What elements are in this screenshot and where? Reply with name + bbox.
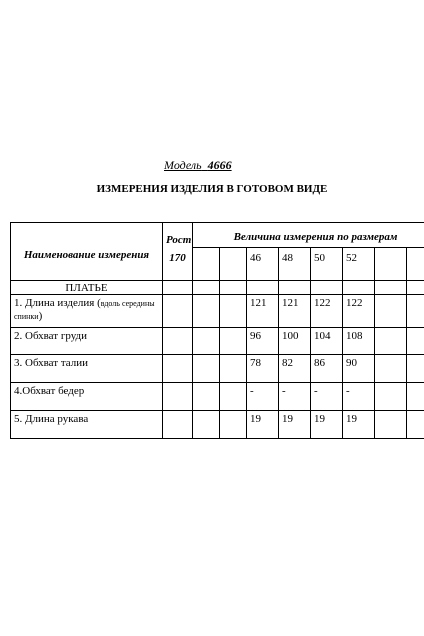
empty-cell xyxy=(220,328,247,355)
header-height-value: 170 xyxy=(169,252,186,264)
empty-cell xyxy=(407,295,424,328)
value-cell: 19 xyxy=(343,411,375,439)
empty-cell xyxy=(220,383,247,411)
header-height-cell xyxy=(163,223,193,281)
value-cell: - xyxy=(343,383,375,411)
empty-cell xyxy=(163,411,193,439)
value-cell: 121 xyxy=(247,295,279,328)
measurements-table xyxy=(10,222,424,439)
empty-cell xyxy=(375,355,407,383)
empty-cell xyxy=(163,383,193,411)
row-label: 3. Обхват талии xyxy=(11,355,163,383)
row-label-tail: ) xyxy=(38,310,43,322)
row-label-text: 1. Длина изделия ( xyxy=(14,297,101,309)
header-sizes-cell: Величина измерения по размерам xyxy=(193,223,424,248)
empty-cell xyxy=(193,295,220,328)
empty-cell xyxy=(220,411,247,439)
empty-cell xyxy=(343,281,375,295)
empty-cell xyxy=(220,281,247,295)
value-cell: 90 xyxy=(343,355,375,383)
model-label: Модель xyxy=(164,158,202,172)
header-name-cell: Наименование измерения xyxy=(11,223,163,281)
document-heading: ИЗМЕРЕНИЯ ИЗДЕЛИЯ В ГОТОВОМ ВИДЕ xyxy=(96,183,328,195)
model-number: 4666 xyxy=(207,158,232,172)
table-header-row xyxy=(11,223,424,248)
empty-cell xyxy=(407,328,424,355)
value-cell: 19 xyxy=(311,411,343,439)
value-cell: 122 xyxy=(311,295,343,328)
empty-cell xyxy=(311,281,343,295)
empty-cell xyxy=(375,295,407,328)
size-cell: 50 xyxy=(311,248,343,281)
row-label: 4.Обхват бедер xyxy=(11,383,163,411)
value-cell: 121 xyxy=(279,295,311,328)
empty-cell xyxy=(375,328,407,355)
value-cell: 96 xyxy=(247,328,279,355)
table-row xyxy=(11,411,424,439)
value-cell: 19 xyxy=(279,411,311,439)
empty-cell xyxy=(407,248,424,281)
table-row xyxy=(11,328,424,355)
value-cell: 19 xyxy=(247,411,279,439)
empty-cell xyxy=(220,248,247,281)
empty-cell xyxy=(163,328,193,355)
empty-cell xyxy=(220,295,247,328)
row-label xyxy=(11,295,163,328)
value-cell: - xyxy=(247,383,279,411)
row-label-note: вдоль середины спинки xyxy=(14,299,155,321)
section-label: ПЛАТЬЕ xyxy=(11,281,163,295)
section-row xyxy=(11,281,424,295)
table-row xyxy=(11,383,424,411)
empty-cell xyxy=(279,281,311,295)
value-cell: 122 xyxy=(343,295,375,328)
table-row xyxy=(11,295,424,328)
row-label: 5. Длина рукава xyxy=(11,411,163,439)
table-row xyxy=(11,355,424,383)
value-cell: 108 xyxy=(343,328,375,355)
empty-cell xyxy=(163,355,193,383)
empty-cell xyxy=(375,411,407,439)
empty-cell xyxy=(407,383,424,411)
empty-cell xyxy=(375,248,407,281)
empty-cell xyxy=(375,281,407,295)
empty-cell xyxy=(407,411,424,439)
empty-cell xyxy=(193,281,220,295)
empty-cell xyxy=(163,295,193,328)
value-cell: - xyxy=(311,383,343,411)
size-cell: 46 xyxy=(247,248,279,281)
value-cell: 104 xyxy=(311,328,343,355)
empty-cell xyxy=(163,281,193,295)
value-cell: 100 xyxy=(279,328,311,355)
header-height-label: Рост xyxy=(166,234,192,246)
value-cell: - xyxy=(279,383,311,411)
empty-cell xyxy=(193,411,220,439)
value-cell: 78 xyxy=(247,355,279,383)
empty-cell xyxy=(407,281,424,295)
empty-cell xyxy=(247,281,279,295)
empty-cell xyxy=(193,383,220,411)
empty-cell xyxy=(407,355,424,383)
empty-cell xyxy=(193,355,220,383)
empty-cell xyxy=(375,383,407,411)
size-cell: 48 xyxy=(279,248,311,281)
row-label: 2. Обхват груди xyxy=(11,328,163,355)
model-caption xyxy=(164,158,232,173)
value-cell: 82 xyxy=(279,355,311,383)
size-cell: 52 xyxy=(343,248,375,281)
empty-cell xyxy=(220,355,247,383)
empty-cell xyxy=(193,248,220,281)
value-cell: 86 xyxy=(311,355,343,383)
empty-cell xyxy=(193,328,220,355)
